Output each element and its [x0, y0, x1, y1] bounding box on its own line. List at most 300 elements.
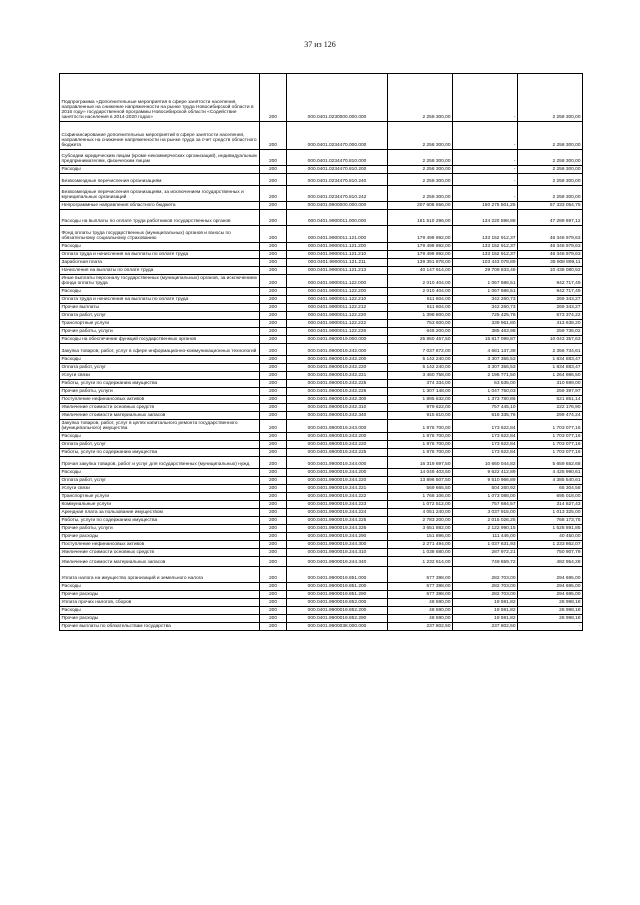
line-code: 200 — [260, 403, 287, 411]
classification-code: 000.0401.9900019.242.310 — [287, 403, 388, 411]
classification-code: 000.0401.9900019.242.340 — [287, 411, 388, 419]
unexecuted-amount: 1 013 325,00 — [518, 508, 583, 516]
line-code: 200 — [260, 582, 287, 590]
executed-amount: 9 510 966,89 — [453, 476, 518, 484]
approved-amount: 915 810,00 — [388, 411, 453, 419]
executed-amount: 173 622,84 — [453, 448, 518, 456]
approved-amount: 13 896 507,50 — [388, 476, 453, 484]
line-item-name: Поступление нефинансовых активов — [60, 540, 260, 548]
executed-amount: 1 037 631,93 — [453, 540, 518, 548]
line-item-name: Прочие работы, услуги — [60, 387, 260, 395]
budget-execution-table — [59, 73, 583, 631]
line-item-name: Расходы на выплаты по оплате труда работников государственных органов — [60, 210, 260, 226]
unexecuted-amount: 1 703 077,16 — [518, 432, 583, 440]
unexecuted-amount: 222 176,90 — [518, 403, 583, 411]
line-item-name: Закупка товаров, работ, услуг в целях капитального ремонта государственного (муниципального) имущества — [60, 419, 260, 432]
unexecuted-amount: 2 258 300,00 — [518, 174, 583, 186]
unexecuted-amount: 695 018,00 — [518, 492, 583, 500]
executed-amount: 173 622,84 — [453, 440, 518, 448]
line-item-name: Безвозмездные перечисления организациям, за исключением государственных и муниципальных организаций — [60, 186, 260, 202]
line-code: 200 — [260, 622, 287, 630]
executed-amount: 133 152 912,37 — [453, 226, 518, 243]
classification-code: 000.0401.9900011.122.226 — [287, 327, 388, 335]
executed-amount: - — [453, 74, 518, 122]
line-item-name: Закупка товаров, работ, услуг в сфере информационно-коммуникационных технологий — [60, 343, 260, 355]
line-item-name: Увеличение стоимости основных средств — [60, 548, 260, 556]
table-row — [60, 411, 583, 419]
classification-code: 000.0401.9900011.121.200 — [287, 243, 388, 251]
table-row — [60, 379, 583, 387]
line-code: 200 — [260, 343, 287, 355]
table-row — [60, 492, 583, 500]
unexecuted-amount: 673 374,22 — [518, 311, 583, 319]
classification-code: 000.0401.0234470.810.200 — [287, 166, 388, 174]
classification-code: 000.0401.9900019.244.000 — [287, 456, 388, 468]
table-row — [60, 74, 583, 122]
classification-code: 000.0401.9900011.122.220 — [287, 311, 388, 319]
classification-code: 000.0401.9900011.121.211 — [287, 259, 388, 267]
executed-amount: 282 703,00 — [453, 582, 518, 590]
classification-code: 000.0401.0234470.000.000 — [287, 122, 388, 150]
approved-amount: 181 510 296,00 — [388, 210, 453, 226]
line-code: 200 — [260, 251, 287, 259]
line-item-name: Прочие расходы — [60, 590, 260, 598]
unexecuted-amount: 2 258 300,00 — [518, 166, 583, 174]
line-code: 200 — [260, 556, 287, 566]
line-item-name: Прочие работы, услуги — [60, 524, 260, 532]
approved-amount: 2 258 300,00 — [388, 174, 453, 186]
table-row — [60, 440, 583, 448]
unexecuted-amount: 2 258 300,00 — [518, 186, 583, 202]
table-row — [60, 251, 583, 259]
table-row — [60, 363, 583, 371]
line-code: 200 — [260, 259, 287, 267]
line-item-name: Транспортные услуги — [60, 492, 260, 500]
executed-amount: - — [453, 174, 518, 186]
line-code: 200 — [260, 335, 287, 343]
line-code: 200 — [260, 614, 287, 622]
table-row — [60, 166, 583, 174]
unexecuted-amount: 1 264 986,50 — [518, 371, 583, 379]
executed-amount: 133 152 912,37 — [453, 251, 518, 259]
line-item-name: Расходы на обеспечение функций государственных органов — [60, 335, 260, 343]
executed-amount: 1 067 686,51 — [453, 275, 518, 288]
line-code: 200 — [260, 363, 287, 371]
line-item-name: Транспортные услуги — [60, 319, 260, 327]
line-code: 200 — [260, 174, 287, 186]
approved-amount: 753 600,00 — [388, 319, 453, 327]
table-row — [60, 419, 583, 432]
approved-amount: 2 258 300,00 — [388, 122, 453, 150]
unexecuted-amount: 1 703 077,16 — [518, 440, 583, 448]
executed-amount: 287 972,21 — [453, 548, 518, 556]
line-item-name: Начисления на выплаты по оплате труда — [60, 267, 260, 275]
classification-code: 000.0401.9900019.851.200 — [287, 582, 388, 590]
unexecuted-amount: 2 258 300,00 — [518, 150, 583, 166]
line-item-name: Поступление нефинансовых активов — [60, 395, 260, 403]
unexecuted-amount: 269 343,27 — [518, 303, 583, 311]
line-code: 200 — [260, 516, 287, 524]
unexecuted-amount: 1 233 862,07 — [518, 540, 583, 548]
approved-amount: 2 783 200,00 — [388, 516, 453, 524]
line-item-name: Расходы — [60, 606, 260, 614]
line-code: 200 — [260, 492, 287, 500]
table-row — [60, 582, 583, 590]
approved-amount: 2 258 300,00 — [388, 74, 453, 122]
executed-amount: - — [453, 166, 518, 174]
unexecuted-amount: 294 695,00 — [518, 590, 583, 598]
line-item-name: Прочие расходы — [60, 532, 260, 540]
approved-amount: 1 398 800,00 — [388, 311, 453, 319]
table-row — [60, 327, 583, 335]
classification-code: 000.0401.9900019.242.225 — [287, 379, 388, 387]
classification-code: 000.0401.9900019.244.226 — [287, 524, 388, 532]
classification-code: 000.0401.9900019.242.300 — [287, 395, 388, 403]
unexecuted-amount: 1 528 891,85 — [518, 524, 583, 532]
table-row — [60, 598, 583, 606]
unexecuted-amount: 521 851,14 — [518, 395, 583, 403]
line-code: 200 — [260, 598, 287, 606]
classification-code: 000.0401.9900000.000.000 — [287, 202, 388, 210]
executed-amount: 3 307 356,53 — [453, 363, 518, 371]
executed-amount: 1 073 088,00 — [453, 492, 518, 500]
executed-amount: 19 591,82 — [453, 606, 518, 614]
approved-amount: 1 876 700,00 — [388, 440, 453, 448]
executed-amount: 282 703,00 — [453, 566, 518, 582]
approved-amount: 179 499 892,00 — [388, 251, 453, 259]
approved-amount: 48 590,00 — [388, 614, 453, 622]
line-item-name: Расходы — [60, 582, 260, 590]
line-item-name: Оплата работ, услуг — [60, 476, 260, 484]
unexecuted-amount: 47 289 697,12 — [518, 210, 583, 226]
executed-amount: 2 122 990,15 — [453, 524, 518, 532]
line-item-name: Расходы — [60, 468, 260, 476]
executed-amount: 150 275 501,25 — [453, 202, 518, 210]
executed-amount: 504 260,92 — [453, 484, 518, 492]
approved-amount: 48 590,00 — [388, 606, 453, 614]
table-row — [60, 287, 583, 295]
unexecuted-amount: 2 356 734,61 — [518, 343, 583, 355]
line-item-name: Уплата налога на имущество организаций и земельного налога — [60, 566, 260, 582]
line-item-name: Оплата работ, услуг — [60, 311, 260, 319]
line-code: 200 — [260, 440, 287, 448]
line-item-name: Заработная плата — [60, 259, 260, 267]
classification-code: 000.0401.9900019.852.000 — [287, 598, 388, 606]
line-item-name: Увеличение стоимости материальных запасов — [60, 411, 260, 419]
unexecuted-amount: 5 659 652,68 — [518, 456, 583, 468]
line-code: 200 — [260, 468, 287, 476]
line-code: 200 — [260, 226, 287, 243]
classification-code: 000.0401.9900011.121.000 — [287, 226, 388, 243]
approved-amount: 25 860 457,50 — [388, 335, 453, 343]
approved-amount: 1 307 148,00 — [388, 387, 453, 395]
approved-amount: 645 200,00 — [388, 327, 453, 335]
line-code: 200 — [260, 311, 287, 319]
line-code: 200 — [260, 387, 287, 395]
unexecuted-amount: 768 173,75 — [518, 516, 583, 524]
unexecuted-amount: 299 474,24 — [518, 411, 583, 419]
table-row — [60, 403, 583, 411]
line-item-name: Работы, услуги по содержанию имущества — [60, 448, 260, 456]
approved-amount: 1 038 680,00 — [388, 548, 453, 556]
approved-amount: 4 051 240,00 — [388, 508, 453, 516]
line-item-name: Уплата прочих налогов, сборов — [60, 598, 260, 606]
approved-amount: 5 142 240,00 — [388, 355, 453, 363]
classification-code: 000.0401.9900011.122.212 — [287, 303, 388, 311]
unexecuted-amount: - — [518, 622, 583, 630]
classification-code: 000.0401.9900019.244.222 — [287, 492, 388, 500]
unexecuted-amount: 314 827,43 — [518, 500, 583, 508]
classification-code: 000.0401.9900019.244.221 — [287, 484, 388, 492]
classification-code: 000.0401.9900019.243.225 — [287, 448, 388, 456]
table-row — [60, 484, 583, 492]
unexecuted-amount: 28 998,18 — [518, 614, 583, 622]
table-row — [60, 548, 583, 556]
unexecuted-amount: 259 736,02 — [518, 327, 583, 335]
table-row — [60, 387, 583, 395]
approved-amount: 374 334,00 — [388, 379, 453, 387]
executed-amount: 15 817 099,87 — [453, 335, 518, 343]
line-item-name: Оплата работ, услуг — [60, 440, 260, 448]
unexecuted-amount: 57 333 054,75 — [518, 202, 583, 210]
classification-code: 000.0401.9900019.244.225 — [287, 516, 388, 524]
table-row — [60, 468, 583, 476]
line-item-name: Увеличение стоимости материальных запасов — [60, 556, 260, 566]
classification-code: 000.0401.9900011.121.213 — [287, 267, 388, 275]
executed-amount: 282 703,00 — [453, 590, 518, 598]
table-row — [60, 516, 583, 524]
unexecuted-amount: 294 695,00 — [518, 582, 583, 590]
unexecuted-amount: 40 450,00 — [518, 532, 583, 540]
classification-code: 000.0401.9900011.121.210 — [287, 251, 388, 259]
approved-amount: 611 604,00 — [388, 295, 453, 303]
line-code: 200 — [260, 371, 287, 379]
unexecuted-amount: 4 425 990,61 — [518, 468, 583, 476]
executed-amount: 749 659,72 — [453, 556, 518, 566]
line-item-name: Прочие работы, услуги — [60, 327, 260, 335]
line-code: 200 — [260, 566, 287, 582]
executed-amount: 173 622,84 — [453, 432, 518, 440]
executed-amount: 19 591,82 — [453, 614, 518, 622]
classification-code: 000.0401.0234470.810.242 — [287, 186, 388, 202]
executed-amount: - — [453, 186, 518, 202]
classification-code: 000.0401.9900011.122.000 — [287, 275, 388, 288]
table-row — [60, 355, 583, 363]
executed-amount: 616 335,76 — [453, 411, 518, 419]
unexecuted-amount: 1 834 883,47 — [518, 363, 583, 371]
classification-code: 000.0401.9900011.122.222 — [287, 319, 388, 327]
classification-code: 000.0401.9900019.244.310 — [287, 548, 388, 556]
executed-amount: 2 195 771,50 — [453, 371, 518, 379]
classification-code: 000.0401.9900019.852.200 — [287, 606, 388, 614]
approved-amount: 577 398,00 — [388, 566, 453, 582]
approved-amount: 179 499 892,00 — [388, 226, 453, 243]
approved-amount: 237 802,50 — [388, 622, 453, 630]
line-code: 200 — [260, 500, 287, 508]
line-item-name: Увеличение стоимости основных средств — [60, 403, 260, 411]
line-item-name: Прочие выплаты по обязательствам государства — [60, 622, 260, 630]
line-code: 200 — [260, 524, 287, 532]
line-code: 200 — [260, 150, 287, 166]
line-code: 200 — [260, 295, 287, 303]
line-item-name: Прочие расходы — [60, 614, 260, 622]
line-item-name: Иные выплаты персоналу государственных (муниципальных) органов, за исключением фонда оплаты труда — [60, 275, 260, 288]
executed-amount: 725 425,78 — [453, 311, 518, 319]
executed-amount: 237 802,50 — [453, 622, 518, 630]
table-row — [60, 432, 583, 440]
executed-amount: 29 709 833,48 — [453, 267, 518, 275]
line-code: 200 — [260, 548, 287, 556]
unexecuted-amount: 65 304,58 — [518, 484, 583, 492]
table-row — [60, 243, 583, 251]
unexecuted-amount: 942 717,49 — [518, 287, 583, 295]
line-code: 200 — [260, 484, 287, 492]
approved-amount: 611 604,00 — [388, 303, 453, 311]
executed-amount: 111 446,00 — [453, 532, 518, 540]
table-row — [60, 371, 583, 379]
unexecuted-amount: 942 717,49 — [518, 275, 583, 288]
approved-amount: 7 037 872,00 — [388, 343, 453, 355]
unexecuted-amount: 294 695,00 — [518, 566, 583, 582]
executed-amount: 1 067 686,51 — [453, 287, 518, 295]
approved-amount: 16 319 697,50 — [388, 456, 453, 468]
unexecuted-amount: 28 998,18 — [518, 606, 583, 614]
classification-code: 000.0401.9900019.243.200 — [287, 432, 388, 440]
executed-amount: 133 152 912,37 — [453, 243, 518, 251]
line-item-name: Софинансирование дополнительных мероприятий в сфере занятости населения, направленных на снижение напряженности на рынке труда за счет средств областного бюджета — [60, 122, 260, 150]
approved-amount: 3 651 882,00 — [388, 524, 453, 532]
table-body — [60, 74, 583, 631]
approved-amount: 1 768 106,00 — [388, 492, 453, 500]
table-row — [60, 275, 583, 288]
classification-code: 000.0401.9900038.000.000 — [287, 622, 388, 630]
line-code: 200 — [260, 606, 287, 614]
approved-amount: 1 876 700,00 — [388, 448, 453, 456]
executed-amount: 3 307 356,53 — [453, 355, 518, 363]
approved-amount: 2 010 404,00 — [388, 275, 453, 288]
executed-amount: 10 660 044,82 — [453, 456, 518, 468]
line-item-name: Прочая закупка товаров, работ и услуг для государственных (муниципальных) нужд — [60, 456, 260, 468]
table-row — [60, 150, 583, 166]
classification-code: 000.0401.9900019.242.221 — [287, 371, 388, 379]
line-item-name: Арендная плата за пользование имуществом — [60, 508, 260, 516]
table-row — [60, 303, 583, 311]
executed-amount: 342 260,73 — [453, 303, 518, 311]
approved-amount: 139 351 978,00 — [388, 259, 453, 267]
classification-code: 000.0401.0230000.000.000 — [287, 74, 388, 122]
unexecuted-amount: 46 346 979,63 — [518, 226, 583, 243]
line-code: 200 — [260, 303, 287, 311]
approved-amount: 179 499 892,00 — [388, 243, 453, 251]
line-item-name: Фонд оплаты труда государственных (муниципальных) органов и взносы по обязательному социальному страхованию — [60, 226, 260, 243]
classification-code: 000.0401.9900019.243.000 — [287, 419, 388, 432]
line-code: 200 — [260, 419, 287, 432]
line-code: 200 — [260, 508, 287, 516]
table-row — [60, 540, 583, 548]
approved-amount: 1 876 700,00 — [388, 419, 453, 432]
unexecuted-amount: 46 346 979,63 — [518, 251, 583, 259]
executed-amount: - — [453, 150, 518, 166]
executed-amount: 757 684,57 — [453, 500, 518, 508]
table-row — [60, 311, 583, 319]
classification-code: 000.0401.0234470.810.240 — [287, 174, 388, 186]
unexecuted-amount: 4 385 540,61 — [518, 476, 583, 484]
table-row — [60, 122, 583, 150]
approved-amount: 2 258 300,00 — [388, 186, 453, 202]
line-code: 200 — [260, 532, 287, 540]
table-row — [60, 556, 583, 566]
table-row — [60, 622, 583, 630]
table-row — [60, 532, 583, 540]
approved-amount: 2 010 404,00 — [388, 287, 453, 295]
unexecuted-amount: 259 397,97 — [518, 387, 583, 395]
classification-code: 000.0401.0234470.810.000 — [287, 150, 388, 166]
line-item-name: Подпрограмма «Дополнительные мероприятия в сфере занятости населения, направленные на снижение напряженности на рынке труда Новосибирской области в 2016 году» государственной программы Новосибирской области «Содействие занятости населения в 2014-2020 годах» — [60, 74, 260, 122]
approved-amount: 5 142 240,00 — [388, 363, 453, 371]
classification-code: 000.0401.9900019.242.000 — [287, 343, 388, 355]
approved-amount: 577 398,00 — [388, 590, 453, 598]
approved-amount: 1 072 512,00 — [388, 500, 453, 508]
table-row — [60, 202, 583, 210]
line-code: 200 — [260, 287, 287, 295]
executed-amount: 3 037 915,00 — [453, 508, 518, 516]
executed-amount: 339 961,80 — [453, 319, 518, 327]
line-code: 200 — [260, 166, 287, 174]
classification-code: 000.0401.9900019.244.224 — [287, 508, 388, 516]
approved-amount: 2 258 300,00 — [388, 166, 453, 174]
table-row — [60, 335, 583, 343]
classification-code: 000.0401.9900019.244.223 — [287, 500, 388, 508]
approved-amount: 3 460 758,00 — [388, 371, 453, 379]
table-row — [60, 319, 583, 327]
line-code: 200 — [260, 411, 287, 419]
line-item-name: Расходы — [60, 243, 260, 251]
line-code: 200 — [260, 122, 287, 150]
executed-amount: 1 373 780,86 — [453, 395, 518, 403]
approved-amount: 207 608 556,00 — [388, 202, 453, 210]
table-row — [60, 267, 583, 275]
line-code: 200 — [260, 448, 287, 456]
unexecuted-amount: 10 043 357,63 — [518, 335, 583, 343]
line-code: 200 — [260, 275, 287, 288]
line-code: 200 — [260, 243, 287, 251]
classification-code: 000.0401.9900019.242.220 — [287, 363, 388, 371]
table-row — [60, 606, 583, 614]
line-item-name: Оплата труда и начисления на выплаты по оплате труда — [60, 251, 260, 259]
unexecuted-amount: 1 703 077,16 — [518, 448, 583, 456]
line-code: 200 — [260, 379, 287, 387]
unexecuted-amount: 413 638,20 — [518, 319, 583, 327]
table-row — [60, 590, 583, 598]
approved-amount: 577 398,00 — [388, 582, 453, 590]
approved-amount: 2 271 494,00 — [388, 540, 453, 548]
line-code: 200 — [260, 202, 287, 210]
line-code: 200 — [260, 432, 287, 440]
line-item-name: Оплата труда и начисления на выплаты по оплате труда — [60, 295, 260, 303]
line-item-name: Услуги связи — [60, 371, 260, 379]
unexecuted-amount: 28 998,18 — [518, 598, 583, 606]
approved-amount: 2 258 300,00 — [388, 150, 453, 166]
unexecuted-amount: 1 703 077,16 — [518, 419, 583, 432]
unexecuted-amount: 35 908 899,11 — [518, 259, 583, 267]
executed-amount: 63 635,00 — [453, 379, 518, 387]
table-row — [60, 456, 583, 468]
line-item-name: Работы, услуги по содержанию имущества — [60, 516, 260, 524]
table-row — [60, 614, 583, 622]
classification-code: 000.0401.9900019.243.220 — [287, 440, 388, 448]
page-number: 37 из 126 — [304, 40, 336, 49]
line-item-name: Расходы — [60, 432, 260, 440]
